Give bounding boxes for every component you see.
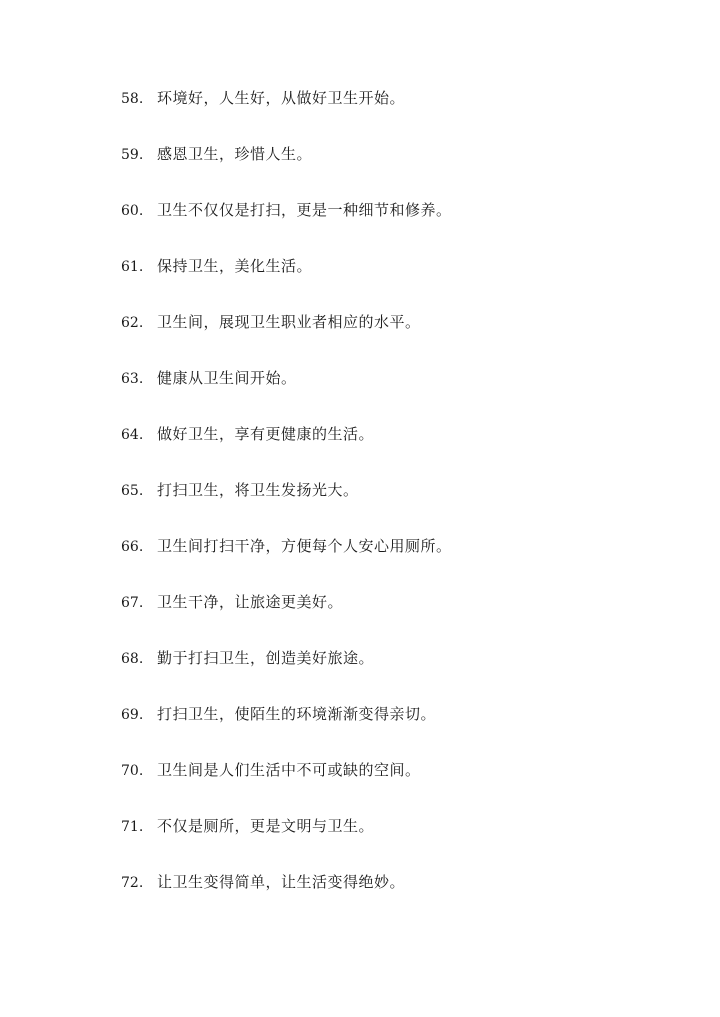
item-text: 卫生间是人们生活中不可或缺的空间。 bbox=[157, 761, 421, 779]
list-item bbox=[121, 140, 681, 196]
item-text: 环境好，人生好，从做好卫生开始。 bbox=[157, 89, 406, 107]
item-number: 61. bbox=[121, 259, 144, 275]
item-number: 68. bbox=[121, 651, 144, 667]
list-item bbox=[121, 756, 681, 812]
item-text: 感恩卫生，珍惜人生。 bbox=[157, 145, 313, 163]
item-number: 62. bbox=[121, 315, 144, 331]
list-item bbox=[121, 84, 681, 140]
item-number: 60. bbox=[121, 203, 144, 219]
item-text: 卫生不仅仅是打扫，更是一种细节和修养。 bbox=[157, 201, 452, 219]
item-number: 66. bbox=[121, 539, 144, 555]
list-item bbox=[121, 588, 681, 644]
item-number: 63. bbox=[121, 371, 144, 387]
item-number: 58. bbox=[121, 91, 144, 107]
item-number: 65. bbox=[121, 483, 144, 499]
item-text: 勤于打扫卫生，创造美好旅途。 bbox=[157, 649, 375, 667]
item-number: 64. bbox=[121, 427, 144, 443]
item-text: 不仅是厕所，更是文明与卫生。 bbox=[157, 817, 375, 835]
item-text: 健康从卫生间开始。 bbox=[157, 369, 297, 387]
list-item bbox=[121, 476, 681, 532]
item-text: 保持卫生，美化生活。 bbox=[157, 257, 313, 275]
item-text: 打扫卫生，将卫生发扬光大。 bbox=[157, 481, 359, 499]
item-text: 卫生干净，让旅途更美好。 bbox=[157, 593, 344, 611]
list-item bbox=[121, 364, 681, 420]
list-item bbox=[121, 812, 681, 868]
item-text: 打扫卫生，使陌生的环境渐渐变得亲切。 bbox=[157, 705, 437, 723]
item-text: 卫生间打扫干净，方便每个人安心用厕所。 bbox=[157, 537, 452, 555]
item-number: 69. bbox=[121, 707, 144, 723]
item-number: 72. bbox=[121, 875, 144, 891]
list-item bbox=[121, 252, 681, 308]
item-text: 让卫生变得简单，让生活变得绝妙。 bbox=[157, 873, 406, 891]
list-item bbox=[121, 644, 681, 700]
list-item bbox=[121, 420, 681, 476]
item-text: 卫生间，展现卫生职业者相应的水平。 bbox=[157, 313, 421, 331]
item-number: 71. bbox=[121, 819, 144, 835]
item-number: 59. bbox=[121, 147, 144, 163]
list-item bbox=[121, 196, 681, 252]
list-item bbox=[121, 868, 681, 924]
slogan-list bbox=[121, 84, 681, 924]
list-item bbox=[121, 308, 681, 364]
list-item bbox=[121, 532, 681, 588]
list-item bbox=[121, 700, 681, 756]
item-text: 做好卫生，享有更健康的生活。 bbox=[157, 425, 375, 443]
item-number: 67. bbox=[121, 595, 144, 611]
item-number: 70. bbox=[121, 763, 144, 779]
